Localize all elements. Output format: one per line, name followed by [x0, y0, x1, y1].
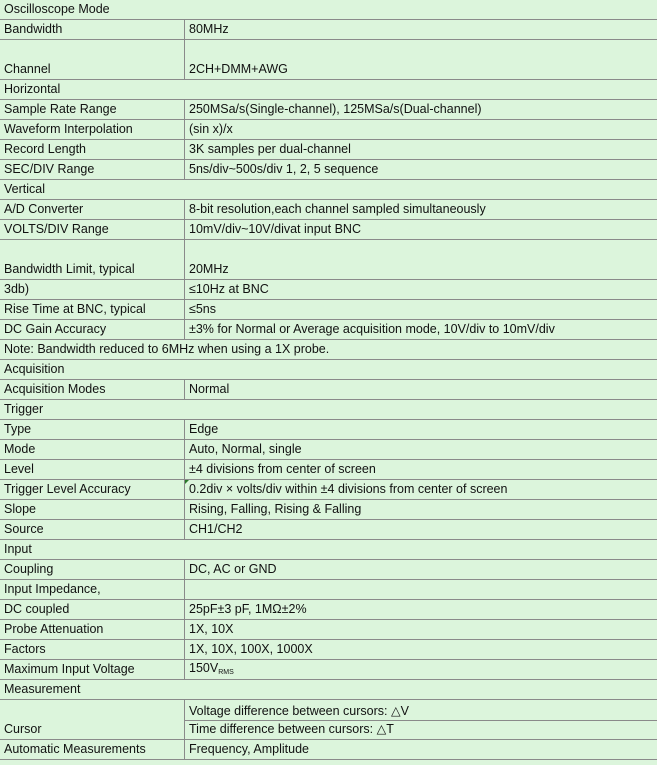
spec-value: $150V_{RMS}$: [189, 661, 234, 676]
table-row: [0, 380, 657, 400]
spec-value: 25pF±3 pF, 1MΩ±2%: [189, 602, 307, 616]
spec-label: Bandwidth: [0, 20, 185, 39]
spec-value: Rising, Falling, Rising & Falling: [189, 502, 362, 516]
table-row: [0, 420, 657, 440]
spec-label: Maximum Input Voltage: [0, 660, 185, 679]
section-header: Vertical: [4, 182, 45, 196]
table-row: [0, 300, 657, 320]
table-row: [0, 600, 657, 620]
section-row: [0, 400, 657, 420]
divider: [185, 720, 657, 721]
spec-label: SEC/DIV Range: [0, 160, 185, 179]
spec-label: Rise Time at BNC, typical: [0, 300, 185, 319]
section-row: [0, 360, 657, 380]
table-row: [0, 480, 657, 500]
spec-label: Sample Rate Range: [0, 100, 185, 119]
spec-value: 1X, 10X: [189, 622, 234, 636]
spec-label: Cursor: [0, 700, 185, 739]
spec-value: Edge: [189, 422, 219, 436]
spec-value: ≤5ns: [189, 302, 217, 316]
spec-label: Level: [0, 460, 185, 479]
spec-label: DC Gain Accuracy: [0, 320, 185, 339]
table-row: [0, 520, 657, 540]
table-row: [0, 660, 657, 680]
spec-label: Type: [0, 420, 185, 439]
table-row: [0, 200, 657, 220]
spec-value: ±4 divisions from center of screen: [189, 462, 376, 476]
spec-value: 8-bit resolution,each channel sampled simultaneously: [189, 202, 486, 216]
spec-value: 5ns/div~500s/div 1, 2, 5 sequence: [189, 162, 379, 176]
spec-label: 3db): [0, 280, 185, 299]
table-row: [0, 440, 657, 460]
table-row: [0, 100, 657, 120]
section-row: [0, 180, 657, 200]
spec-label: Input Impedance,: [0, 580, 185, 599]
table-row: [0, 620, 657, 640]
section-row: [0, 0, 657, 20]
spec-label: Source: [0, 520, 185, 539]
table-row: [0, 20, 657, 40]
spec-value: Frequency, Amplitude: [189, 742, 309, 756]
spec-value: ±3% for Normal or Average acquisition mode, 10V/div to 10mV/div: [189, 322, 555, 336]
section-row: [0, 80, 657, 100]
section-header: Note: Bandwidth reduced to 6MHz when using a 1X probe.: [4, 342, 330, 356]
section-row: [0, 340, 657, 360]
spec-label: Channel: [0, 40, 185, 79]
spec-value: 0.2div × volts/div within ±4 divisions from center of screen: [189, 482, 508, 496]
section-header: Acquisition: [4, 362, 65, 376]
spec-value: 10mV/div~10V/divat input BNC: [189, 222, 361, 236]
comment-marker-icon: [185, 480, 189, 484]
spec-value: Normal: [189, 382, 230, 396]
section-header: Input: [4, 542, 32, 556]
spec-value: DC, AC or GND: [189, 562, 277, 576]
spec-value: 1X, 10X, 100X, 1000X: [189, 642, 313, 656]
spec-label: Mode: [0, 440, 185, 459]
section-header: Oscilloscope Mode: [4, 2, 110, 16]
spec-label: Waveform Interpolation: [0, 120, 185, 139]
spec-value: 3K samples per dual-channel: [189, 142, 351, 156]
spec-value: 80MHz: [189, 22, 229, 36]
spec-value: ≤10Hz at BNC: [189, 282, 269, 296]
spec-label: Record Length: [0, 140, 185, 159]
section-row: [0, 540, 657, 560]
spec-label: Factors: [0, 640, 185, 659]
table-row: [0, 460, 657, 480]
spec-value: 20MHz: [189, 262, 229, 276]
spec-label: A/D Converter: [0, 200, 185, 219]
table-row: [0, 700, 657, 740]
table-row: [0, 220, 657, 240]
table-row: [0, 640, 657, 660]
spec-label: Acquisition Modes: [0, 380, 185, 399]
section-header: Trigger: [4, 402, 44, 416]
table-row: [0, 280, 657, 300]
table-row: [0, 240, 657, 280]
spec-value: (sin x)/x: [189, 122, 233, 136]
table-row: [0, 140, 657, 160]
table-row: [0, 120, 657, 140]
table-row: [0, 500, 657, 520]
spec-label: Automatic Measurements: [0, 740, 185, 759]
section-header: Measurement: [4, 682, 81, 696]
table-row: [0, 740, 657, 760]
table-row: [0, 580, 657, 600]
spec-label: Probe Attenuation: [0, 620, 185, 639]
section-header: Horizontal: [4, 82, 61, 96]
spec-label: Bandwidth Limit, typical: [0, 240, 185, 279]
spec-value: Auto, Normal, single: [189, 442, 302, 456]
value-subscript: RMS: [218, 669, 234, 676]
spec-label: Trigger Level Accuracy: [0, 480, 185, 499]
spec-value: [185, 580, 657, 599]
spec-value: 2CH+DMM+AWG: [189, 62, 288, 76]
section-row: [0, 680, 657, 700]
spec-value: 250MSa/s(Single-channel), 125MSa/s(Dual-channel): [189, 102, 482, 116]
table-row: [0, 320, 657, 340]
spec-value: CH1/CH2: [189, 522, 243, 536]
spec-label: VOLTS/DIV Range: [0, 220, 185, 239]
table-row: [0, 560, 657, 580]
spec-label: Coupling: [0, 560, 185, 579]
spec-value: Voltage difference between cursors: △V Time difference between cursors: △T: [189, 704, 409, 736]
spec-label: DC coupled: [0, 600, 185, 619]
spec-label: Slope: [0, 500, 185, 519]
table-row: [0, 40, 657, 80]
table-row: [0, 160, 657, 180]
